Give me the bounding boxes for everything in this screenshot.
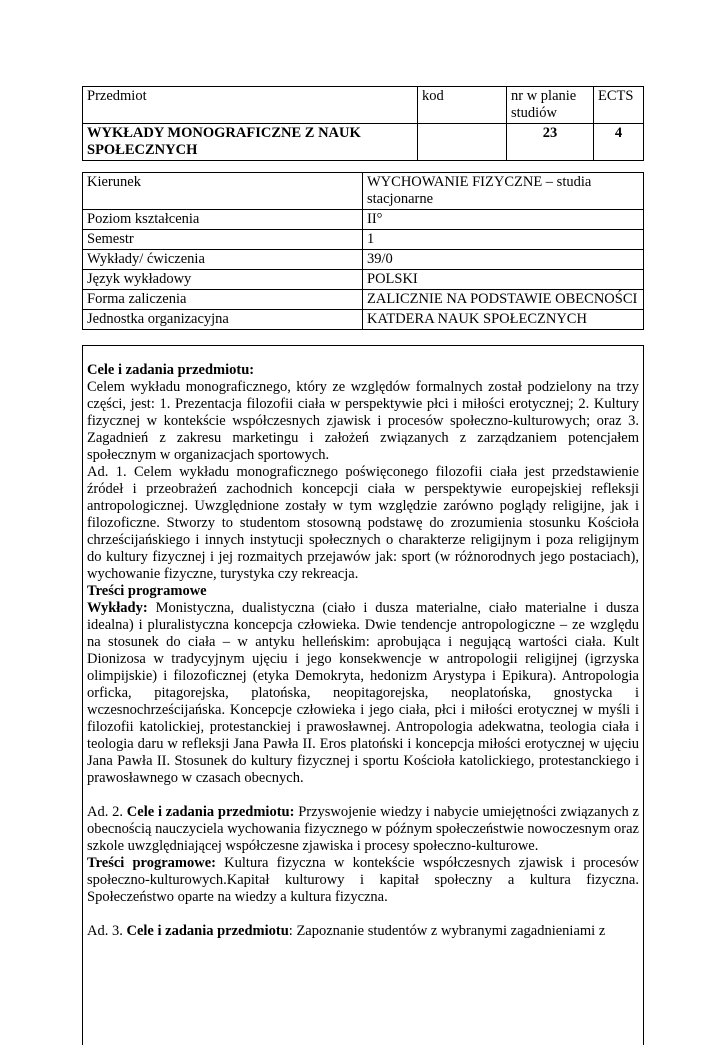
- lectures-text: Monistyczna, dualistyczna (ciało i dusza materialne, ciało materialne i dusza idealna) i pluralistyczna koncepcja człowieka. Dwie tendencje antropologiczne – ze względu na stosunek do ciała – w antyku helleńskim: aprobująca i negującą wartości ciała. Kult Dionizosa w tradycyjnym ujęciu i jego konsekwencje w antropologii religijnej (igrzyska olimpijskie) i filozoficznej (etyka Demokryta, hedonizm Arystypa i Epikura). Antropologia orficka, pitagorejska, platońska, neopitagorejska, neoplatońska, gnostycka i wczesnochrześcijańska. Koncepcje człowieka i jego ciała, płci i miłości erotycznej w myśli i filozofii katolickiej, protestanckiej i prawosławnej. Antropologia adekwatna, teologia ciała i teologia daru w refleksji Jana Pawła II. Eros platoński i koncepcja miłości erotycznej w ujęciu Jana Pawła II. Stosunek do kultury fizycznej i sportu Kościoła katolickiego, protestanckiego i prawosławnego w czasach obecnych.: [87, 600, 639, 786]
- lectures-label: Wykłady:: [87, 600, 148, 616]
- info-label: Forma zaliczenia: [83, 290, 363, 310]
- info-label: Wykłady/ ćwiczenia: [83, 250, 363, 270]
- info-label: Poziom kształcenia: [83, 210, 363, 230]
- info-label: Kierunek: [83, 173, 363, 210]
- goals-heading: Cele i zadania przedmiotu:: [87, 362, 255, 378]
- info-row: [83, 210, 644, 230]
- info-label: Jednostka organizacyjna: [83, 310, 363, 330]
- info-row: [83, 173, 644, 210]
- subject-code: [418, 124, 507, 161]
- course-info-table: [82, 172, 644, 330]
- subject-name: WYKŁADY MONOGRAFICZNE Z NAUK SPOŁECZNYCH: [83, 124, 418, 161]
- program-heading: Treści programowe: [87, 583, 207, 599]
- info-value: ZALICZNIE NA PODSTAWIE OBECNOŚCI: [363, 290, 644, 310]
- info-row: [83, 310, 644, 330]
- ad2-program-paragraph: [87, 855, 639, 906]
- col-ects-header: ECTS: [594, 87, 644, 124]
- ad2-goals-label: Cele i zadania przedmiotu:: [126, 804, 295, 820]
- ad2-prefix: Ad. 2.: [87, 804, 127, 820]
- info-row: [83, 250, 644, 270]
- info-value: KATDERA NAUK SPOŁECZNYCH: [363, 310, 644, 330]
- ad2-program-text: Kultura fizyczna w kontekście współczesnych zjawisk i procesów społeczno-kulturowych.Kapitał kulturowy i kapitał społeczny a kultura fizyczna. Społeczeństwo oparte na wiedzy a kultura fizyczna.: [87, 855, 639, 905]
- info-value: II°: [363, 210, 644, 230]
- ad2-goals-text: Przyswojenie wiedzy i nabycie umiejętności związanych z obecnością nauczyciela wychowania fizycznego w późnym społeczeństwie nowoczesnym oraz szkole uwzględniającej współczesne zjawiska i procesy społeczno-kulturowe.: [87, 804, 639, 854]
- plan-number: 23: [507, 124, 594, 161]
- col-code-header: kod: [418, 87, 507, 124]
- course-description-box: [82, 345, 644, 1045]
- info-value: WYCHOWANIE FIZYCZNE – studia stacjonarne: [363, 173, 644, 210]
- ad3-prefix: Ad. 3.: [87, 923, 127, 939]
- ad3-goals-paragraph: [87, 923, 639, 940]
- col-plan-header: nr w planie studiów: [507, 87, 594, 124]
- lectures-paragraph: [87, 600, 639, 787]
- info-value: 39/0: [363, 250, 644, 270]
- col-subject-header: Przedmiot: [83, 87, 418, 124]
- ad1-text: Ad. 1. Celem wykładu monograficznego poświęconego filozofii ciała jest przedstawienie źródeł i przeobrażeń zachodnich koncepcji ciała w perspektywie europejskiej refleksji antropologicznej. Uwzględnione zostały w tym względzie zarówno poglądy religijne, jak i filozoficzne. Stworzy to studentom stosowną podstawę do zrozumienia stosunku Kościoła chrześcijańskiego i innych instytucji społecznych o charakterze religijnym i poza religijnym do kultury fizycznej i jej rozmaitych przejawów jak: sport (w różnorodnych jego postaciach), wychowanie fizyczne, turystyka czy rekreacja.: [87, 464, 639, 582]
- subject-header-table: [82, 86, 644, 161]
- info-row: [83, 270, 644, 290]
- info-row: [83, 230, 644, 250]
- info-label: Język wykładowy: [83, 270, 363, 290]
- ad3-goals-label: Cele i zadania przedmiotu: [126, 923, 289, 939]
- ad2-program-label: Treści programowe:: [87, 855, 216, 871]
- info-row: [83, 290, 644, 310]
- ad3-goals-text: : Zapoznanie studentów z wybranymi zagadnieniami z: [288, 923, 606, 939]
- goals-text: Celem wykładu monograficznego, który ze względów formalnych został podzielony na trzy części, jest: 1. Prezentacja filozofii ciała w perspektywie płci i miłości erotycznej; 2. Kultury fizycznej w kontekście współczesnych zjawisk i procesów społeczno-kulturowych; oraz 3. Zagadnień z zakresu marketingu i założeń związanych z zarządzaniem potencjałem społecznym w organizacjach sportowych.: [87, 379, 639, 463]
- ad2-goals-paragraph: [87, 804, 639, 855]
- ects-value: 4: [594, 124, 644, 161]
- info-label: Semestr: [83, 230, 363, 250]
- info-value: 1: [363, 230, 644, 250]
- info-value: POLSKI: [363, 270, 644, 290]
